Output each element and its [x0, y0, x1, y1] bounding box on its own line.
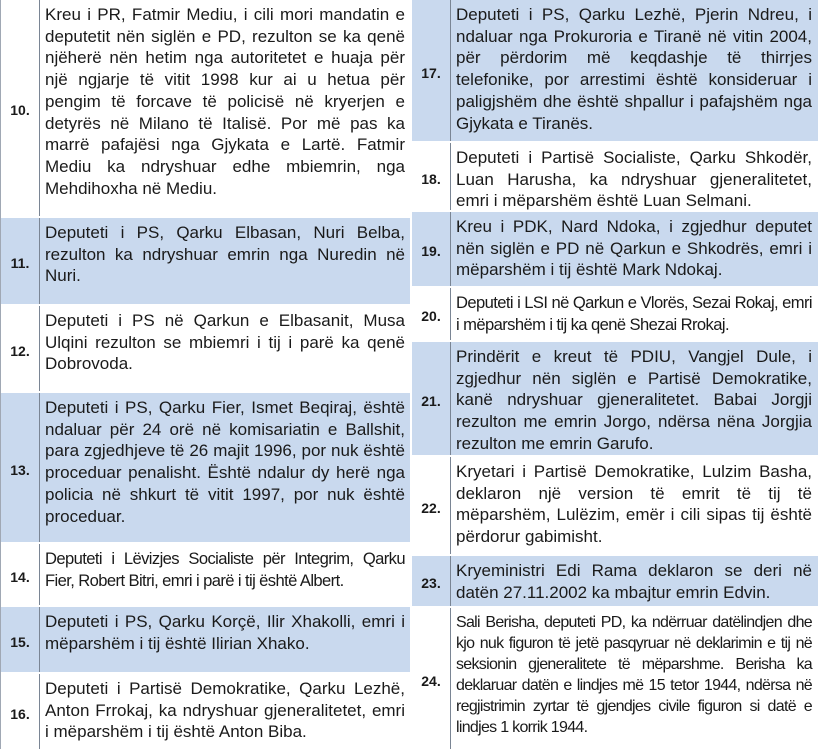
list-item [412, 457, 818, 556]
list-item [412, 556, 818, 608]
item-text: Deputeti i Lëvizjes Socialiste për Integrim, Qarku Fier, Robert Bitri, emri i parë i tij është Albert. [39, 544, 411, 605]
list-item [1, 218, 411, 306]
item-number: 21. [421, 392, 441, 409]
item-number: 13. [10, 461, 30, 478]
item-text: Deputeti i Partisë Socialiste, Qarku Shkodër, Luan Harusha, ka ndryshuar gjeneralitetet, emri i mëparshëm është Luan Selmani. [450, 143, 818, 210]
item-number: 11. [10, 255, 30, 271]
item-number: 22. [421, 499, 441, 516]
item-text: Deputeti i PS në Qarkun e Elbasanit, Musa Ulqini rezulton se mbiemri i tij i parë ka qenë Dobrovoda. [39, 306, 411, 391]
item-text: Kryeministri Edi Rama deklaron se deri në datën 27.11.2002 ka mbajtur emrin Edvin. [450, 556, 818, 606]
item-number: 12. [10, 342, 30, 359]
list-item [1, 306, 411, 393]
item-text: Kreu i PR, Fatmir Mediu, i cili mori mandatin e deputetit nën siglën e PD, rezulton se ka qenë njëherë nën hetim nga autoritetet e huaja për një ngjarje të vitit 1998 kur ai u hetua për pengim të forcave të policisë në kryerjen e detyrës në Milano të Italisë. Por më pas ka marrë pafajësi nga Gjykata e Lartë. Fatmir Mediu ka ndryshuar edhe mbiemrin, nga Mehdihoxha në Mediu. [39, 0, 411, 216]
item-text: Kryetari i Partisë Demokratike, Lulzim Basha, deklaron një version të emrit të tij të mëparshëm, Lulëzim, emër i cili sipas tij është përdorur gabimisht. [450, 457, 818, 554]
item-number: 15. [10, 633, 30, 650]
list-item [1, 393, 411, 544]
item-number: 24. [421, 672, 441, 689]
item-text: Sali Berisha, deputeti PD, ka ndërruar datëlindjen dhe kjo nuk figuron të jetë pasqyruar në deklarimin e tij në seksionin gjeneralitete të mëparshme. Berisha ka deklaruar datën e lindjes më 15 tetor 1944, ndërsa në regjistrimin zyrtar të gjendjes civile figuron si datë e lindjes 1 korrik 1944. [450, 608, 818, 749]
list-item [412, 288, 818, 342]
item-number: 18. [421, 170, 441, 187]
list-item [1, 0, 411, 218]
item-text: Deputeti i LSI në Qarkun e Vlorës, Sezai Rokaj, emri i mëparshëm i tij ka qenë Shezai Rrokaj. [450, 288, 818, 340]
item-text: Prindërit e kreut të PDIU, Vangjel Dule, i zgjedhur nën siglën e Partisë Demokratike, kanë ndryshuar gjeneralitetet. Babai Jorgji rezulton me emrin Jorgo, ndërsa nëna Jorgjia rezulton me emrin Garufo. [450, 342, 818, 455]
item-text: Deputeti i PS, Qarku Elbasan, Nuri Belba, rezulton ka ndryshuar emrin nga Nuredin në Nuri. [39, 218, 411, 304]
list-item [1, 607, 411, 674]
item-number: 14. [10, 568, 30, 585]
item-number: 23. [421, 575, 441, 591]
item-number: 17. [421, 64, 441, 81]
list-item [412, 608, 818, 749]
item-text: Deputeti i PS, Qarku Lezhë, Pjerin Ndreu, i ndaluar nga Prokuroria e Tiranë në vitin 2004, për përdorim më keqdashje të thirrjes telefonike, por arrestimi është konsideruar i paligjshëm dhe është shpallur i pafajshëm nga Gjykata e Tiranës. [450, 0, 818, 141]
list-item [412, 143, 818, 212]
item-number: 19. [421, 243, 441, 259]
right-column [412, 0, 818, 749]
list-item [412, 342, 818, 457]
list-item [412, 0, 818, 143]
item-text: Deputeti i PS, Qarku Fier, Ismet Beqiraj, është ndaluar për 24 orë në komisariatin e Ballshit, para zgjedhjeve të 26 majit 1996, por nuk është proceduar penalisht. Është ndalur dy herë nga policia në shkurt të vitit 1997, por nuk është proceduar. [39, 393, 411, 542]
item-number: 10. [10, 102, 30, 118]
item-text: Deputeti i Partisë Demokratike, Qarku Lezhë, Anton Frrokaj, ka ndryshuar gjeneralitetet, emri i mëparshëm i tij është Anton Biba. [39, 674, 411, 749]
item-text: Deputeti i PS, Qarku Korçë, Ilir Xhakolli, emri i mëparshëm i tij është Ilirian Xhako. [39, 607, 411, 672]
list-item [1, 544, 411, 607]
list-item [412, 212, 818, 288]
item-text: Kreu i PDK, Nard Ndoka, i zgjedhur deputet nën siglën e PD në Qarkun e Shkodrës, emri i mëparshëm i tij është Mark Ndokaj. [450, 212, 818, 286]
list-item [1, 674, 411, 749]
item-number: 20. [421, 308, 441, 324]
item-number: 16. [10, 705, 30, 722]
